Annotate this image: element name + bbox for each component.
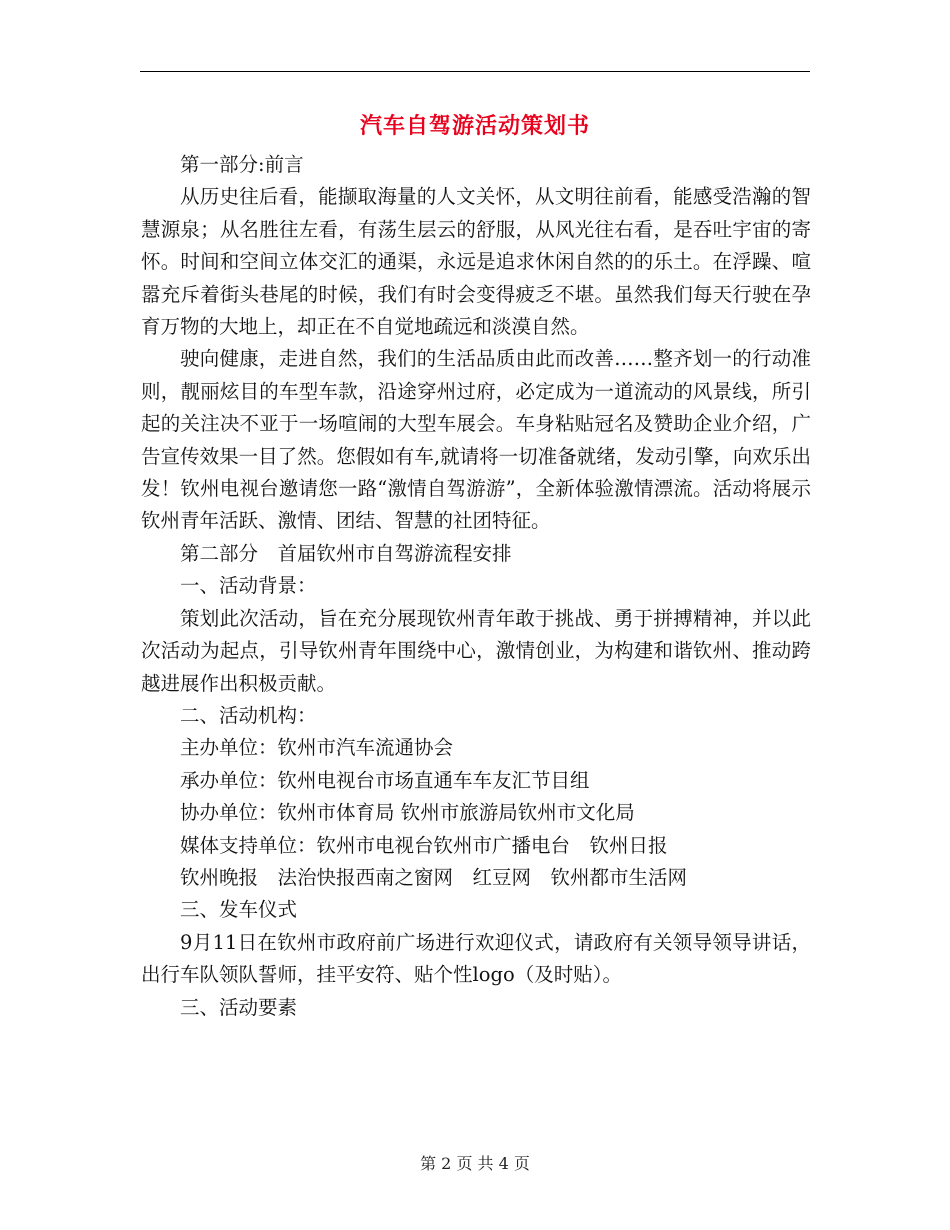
document-title: 汽车自驾游活动策划书 [359, 113, 590, 139]
media-support-line-2: 钦州晚报 法治快报西南之窗网 红豆网 钦州都市生活网 [180, 865, 688, 889]
co-organizer-line: 协办单位：钦州市体育局 钦州市旅游局钦州市文化局 [180, 801, 635, 825]
media-support-line: 媒体支持单位：钦州市电视台钦州市广播电台 钦州日报 [180, 833, 668, 857]
organizer-line: 主办单位：钦州市汽车流通协会 [180, 736, 454, 760]
heading-departure-ceremony: 三、发车仪式 [180, 898, 298, 922]
page-footer [0, 1152, 950, 1176]
undertaker-line: 承办单位：钦州电视台市场直通车车友汇节目组 [180, 768, 590, 792]
heading-activity-elements: 三、活动要素 [180, 995, 298, 1019]
paragraph-preface-1: 从历史往后看，能撷取海量的人文关怀，从文明往前看，能感受浩瀚的智慧源泉；从名胜往左看，有荡生层云的舒服，从风光往右看，是吞吐宇宙的寄怀。时间和空间立体交汇的通渠，永远是追求休闲自然的的乐土。在浮躁、喧嚣充斥着街头巷尾的时候，我们有时会变得疲乏不堪。虽然我们每天行驶在孕育万物的大地上，却正在不自觉地疏远和淡漠自然。 [141, 185, 811, 339]
paragraph-background: 策划此次活动，旨在充分展现钦州青年敢于挑战、勇于拼搏精神，并以此次活动为起点，引导钦州青年围绕中心，激情创业，为构建和谐钦州、推动跨越进展作出积极贡献。 [141, 606, 811, 695]
heading-part-one: 第一部分:前言 [180, 153, 304, 176]
heading-background: 一、活动背景： [180, 574, 317, 598]
paragraph-departure-ceremony: 9月11日在钦州市政府前广场进行欢迎仪式，请政府有关领导领导讲话，出行车队领队誓师，挂平安符、贴个性logo（及时贴）。 [141, 930, 811, 987]
heading-part-two: 第二部分 首届钦州市自驾游流程安排 [180, 541, 512, 565]
heading-organization: 二、活动机构： [180, 703, 317, 727]
header-rule [140, 71, 810, 72]
document-body [141, 149, 811, 1024]
paragraph-preface-2: 驶向健康，走进自然，我们的生活品质由此而改善……整齐划一的行动准则，靓丽炫目的车型车款，沿途穿州过府，必定成为一道流动的风景线，所引起的关注决不亚于一场喧闹的大型车展会。车身粘贴冠名及赞助企业介绍，广告宣传效果一目了然。您假如有车,就请将一切准备就绪，发动引擎，向欢乐出发！钦州电视台邀请您一路“激情自驾游游”，全新体验激情漂流。活动将展示钦州青年活跃、激情、团结、智慧的社团特征。 [141, 347, 811, 533]
page-number-label: 第 2 页 共 4 页 [420, 1154, 530, 1173]
